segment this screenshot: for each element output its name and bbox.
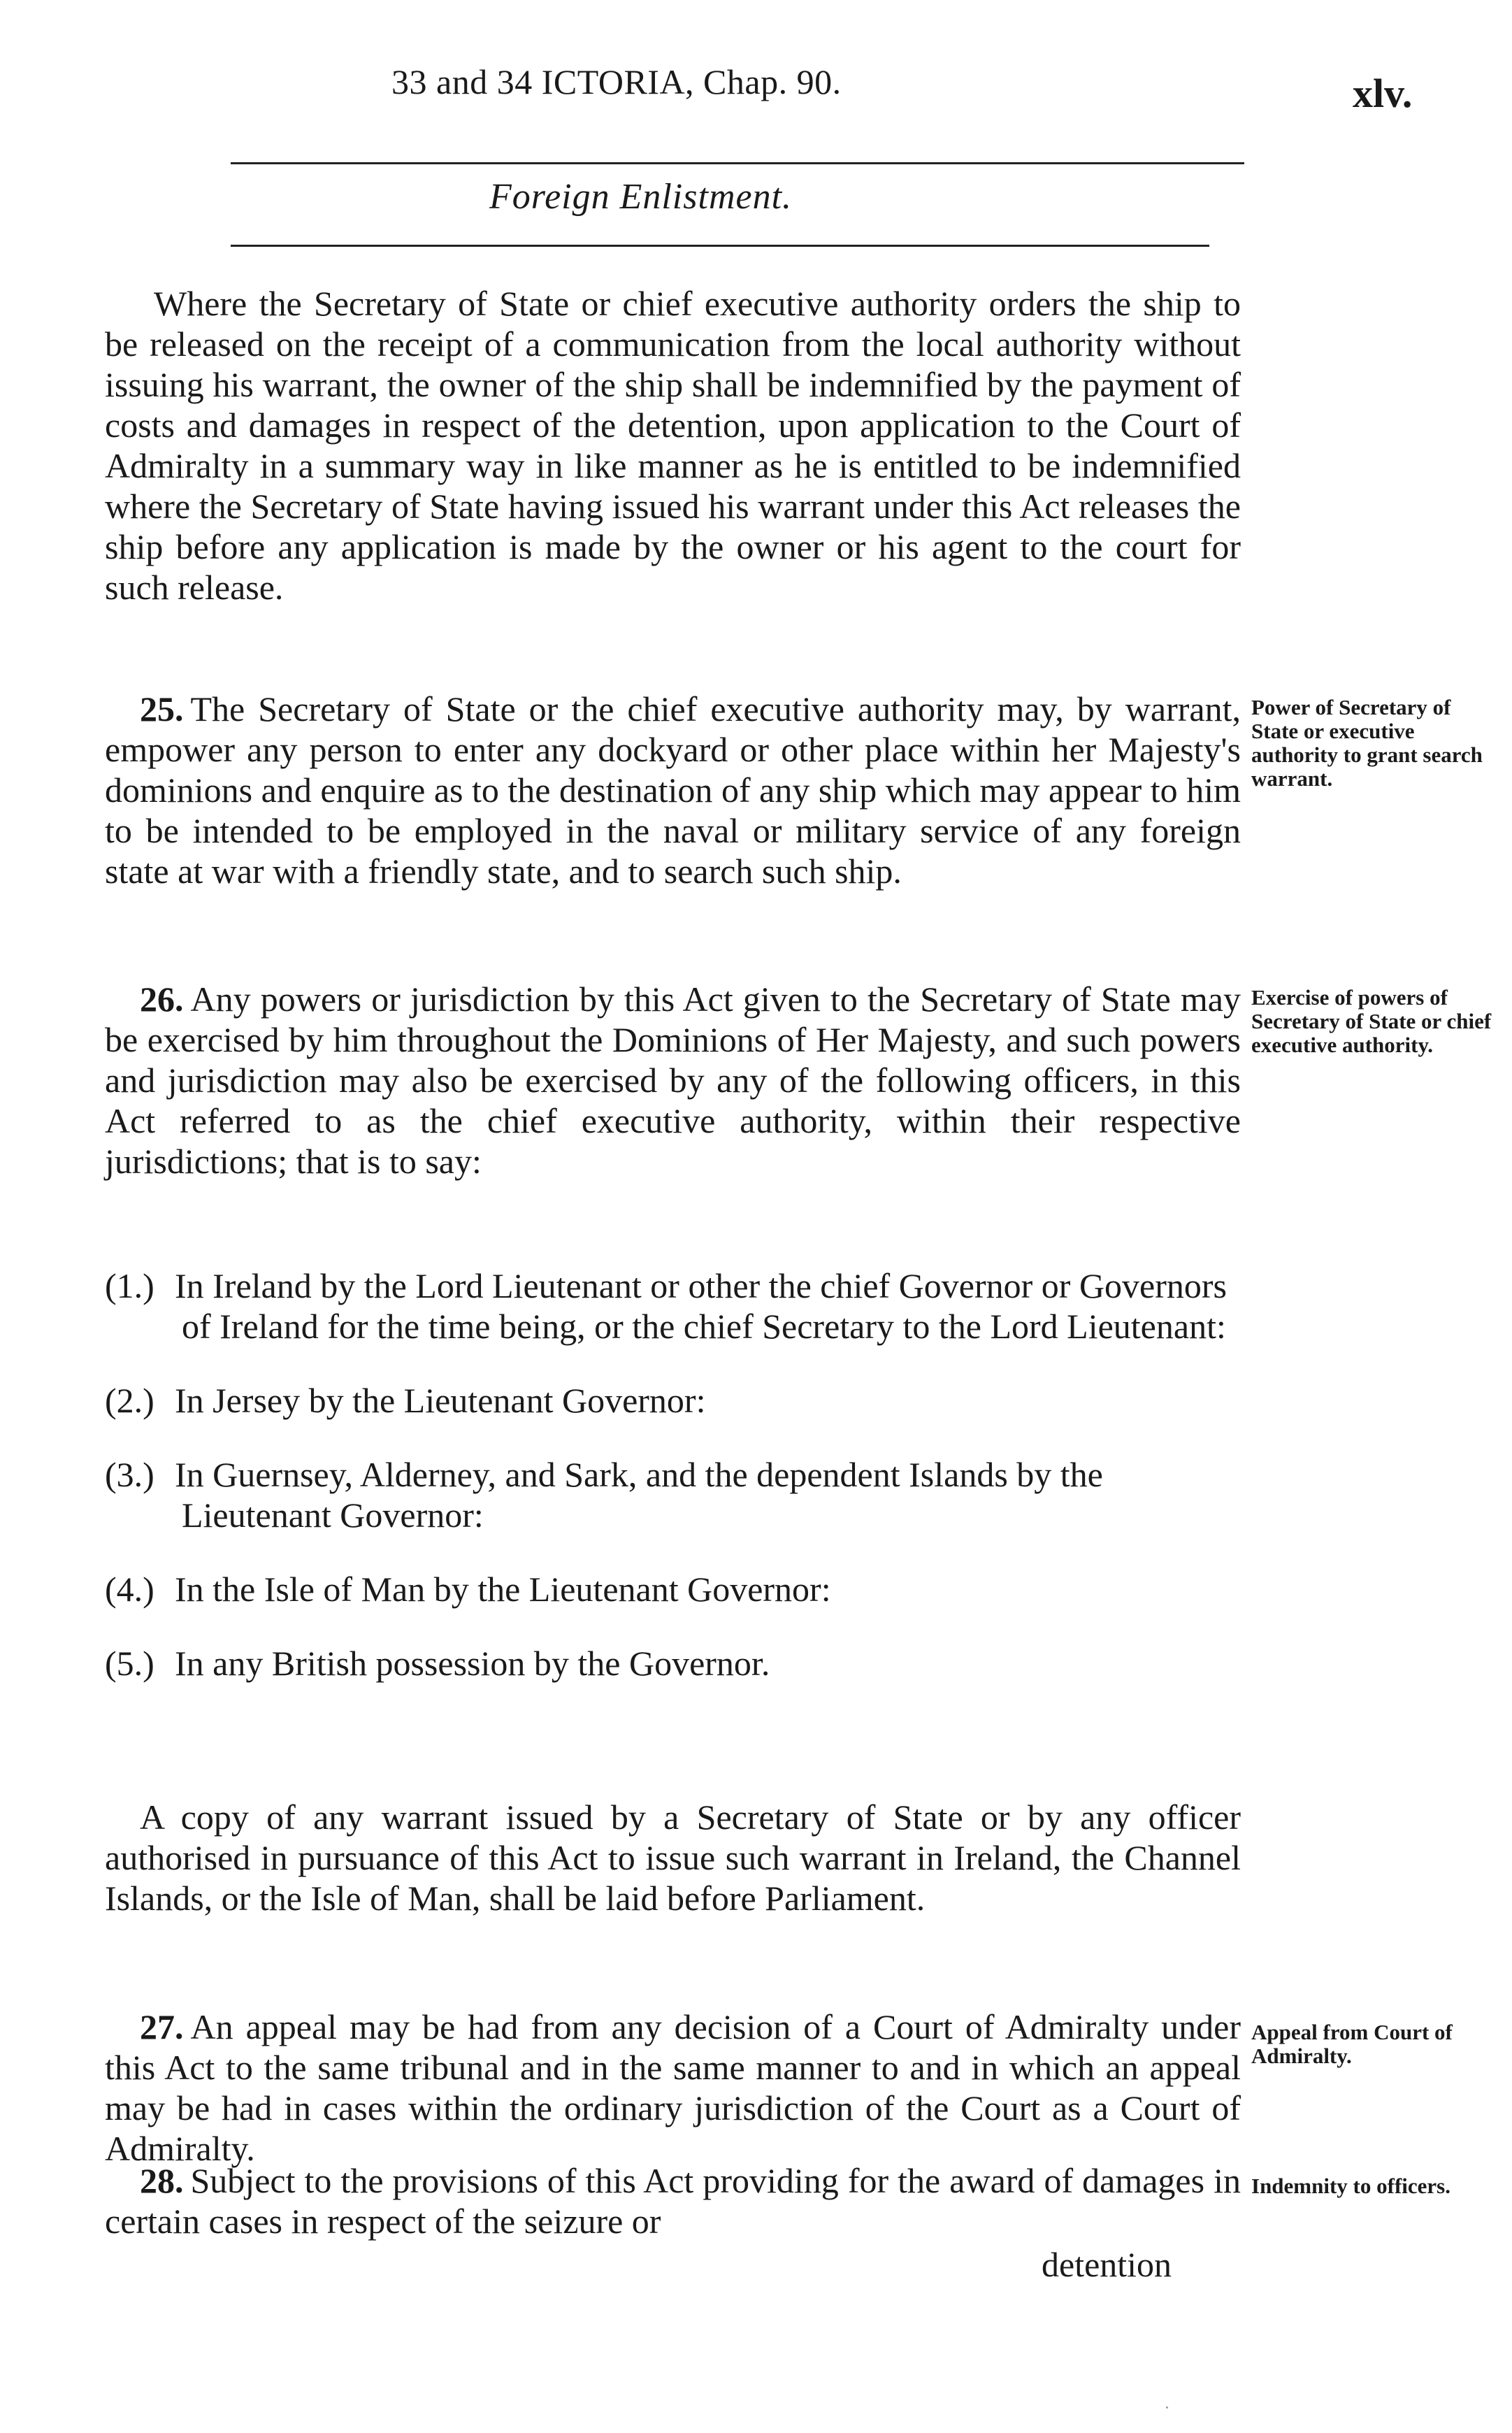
section-25-number: 25. — [140, 689, 184, 729]
header-rule-top — [231, 162, 1244, 164]
margin-note-section-27: Appeal from Court of Admiralty. — [1251, 2020, 1453, 2068]
section-28-number: 28. — [140, 2161, 184, 2200]
list-item-text: In any British possession by the Governor. — [175, 1644, 770, 1683]
list-item — [105, 1265, 1241, 1347]
intro-paragraph: Where the Secretary of State or chief executive authority orders the ship to be released on the receipt of a communication from the local authority without issuing his warrant, the owner of the ship shall be indemnified by the payment of costs and damages in respect of the detention, upon application to the Court of Admiralty in a summary way in like manner as he is entitled to be indemnified where the Secretary of State having issued his warrant under this Act releases the ship before any application is made by the owner or his agent to the court for such release. — [105, 284, 1241, 607]
section-26-number: 26. — [140, 979, 184, 1019]
header-rule-bottom — [231, 245, 1209, 247]
section-26 — [105, 979, 1241, 1182]
list-item-label: (4.) — [105, 1570, 154, 1609]
list-item-label: (3.) — [105, 1455, 154, 1494]
list-item — [105, 1643, 1241, 1684]
list-item-text: In the Isle of Man by the Lieutenant Governor: — [175, 1570, 831, 1609]
warrant-paragraph: A copy of any warrant issued by a Secretary of State or by any officer authorised in pursuance of this Act to issue such warrant in Ireland, the Channel Islands, or the Isle of Man, shall be laid before Parliament. — [105, 1797, 1241, 1918]
list-item — [105, 1380, 1241, 1421]
list-item — [105, 1454, 1241, 1535]
list-item-label: (2.) — [105, 1381, 154, 1420]
page-number: xlv. — [1353, 71, 1413, 116]
section-25 — [105, 689, 1241, 891]
section-25-text: The Secretary of State or the chief executive authority may, by warrant, empower any person to enter any dockyard or other place within her Majesty's dominions and enquire as to the destination of any ship which may appear to him to be intended to be employed in the naval or military service of any foreign state at war with a friendly state, and to search such ship. — [105, 689, 1241, 891]
section-28 — [105, 2160, 1241, 2241]
section-27-text: An appeal may be had from any decision of a Court of Admiralty under this Act to the same tribunal and in the same manner to and in which an appeal may be had in cases within the ordinary jurisdiction of the Court as a Court of Admiralty. — [105, 2007, 1241, 2168]
list-item-label: (5.) — [105, 1644, 154, 1683]
section-27 — [105, 2007, 1241, 2169]
section-27-paragraph — [105, 2007, 1241, 2169]
section-28-text: Subject to the provisions of this Act providing for the award of damages in certain cases in respect of the seizure or — [105, 2161, 1241, 2241]
list-item-text: In Guernsey, Alderney, and Sark, and the dependent Islands by the Lieutenant Governor: — [175, 1455, 1103, 1535]
officers-list — [105, 1265, 1241, 1684]
list-item — [105, 1569, 1241, 1609]
section-26-paragraph — [105, 979, 1241, 1182]
list-item-text: In Ireland by the Lord Lieutenant or other the chief Governor or Governors of Ireland for the time being, or the chief Secretary to the Lord Lieutenant: — [175, 1266, 1227, 1346]
warrant-paragraph-block — [105, 1797, 1241, 1918]
running-head: Foreign Enlistment. — [489, 177, 793, 217]
margin-note-section-28: Indemnity to officers. — [1251, 2174, 1450, 2198]
margin-note-section-25: Power of Secretary of State or executive authority to grant search warrant. — [1251, 695, 1483, 791]
intro-paragraph-block — [105, 283, 1241, 608]
list-item-text: In Jersey by the Lieutenant Governor: — [175, 1381, 706, 1420]
section-28-paragraph — [105, 2160, 1241, 2241]
section-26-text: Any powers or jurisdiction by this Act given to the Secretary of State may be exercised by him throughout the Dominions of Her Majesty, and such powers and jurisdiction may also be exercised by any of the following officers, in this Act referred to as the chief executive authority, within their respective jurisdictions; that is to say: — [105, 979, 1241, 1181]
print-speck — [1166, 2406, 1168, 2409]
page-header-title: 33 and 34 ICTORIA, Chap. 90. — [391, 62, 842, 101]
catchword: detention — [1042, 2245, 1172, 2284]
section-25-paragraph — [105, 689, 1241, 891]
margin-note-section-26: Exercise of powers of Secretary of State or chief executive authority. — [1251, 985, 1492, 1057]
list-item-label: (1.) — [105, 1266, 154, 1305]
section-27-number: 27. — [140, 2007, 184, 2046]
